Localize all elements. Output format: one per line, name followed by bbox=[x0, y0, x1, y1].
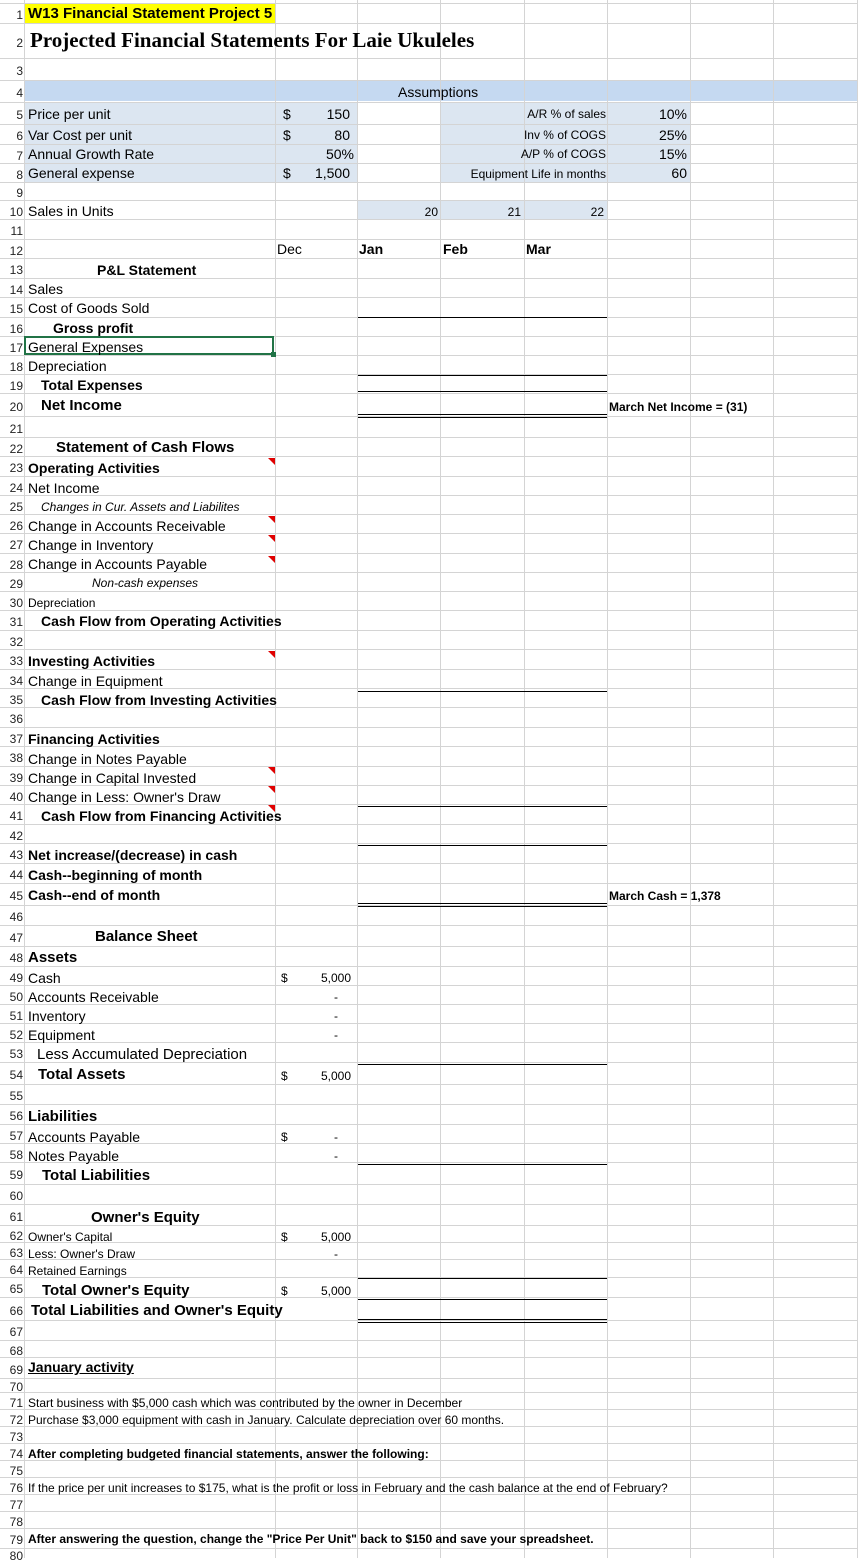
row-number[interactable]: 59 bbox=[9, 1168, 23, 1182]
bs-owners-draw: Less: Owner's Draw bbox=[28, 1247, 135, 1261]
row-number[interactable]: 10 bbox=[9, 205, 23, 219]
row-number[interactable]: 34 bbox=[9, 674, 23, 688]
grid-row-line bbox=[0, 163, 858, 164]
note-line-71: Start business with $5,000 cash which was contributed by the owner in December bbox=[28, 1396, 463, 1410]
row-number[interactable]: 16 bbox=[9, 322, 23, 336]
row-number[interactable]: 54 bbox=[9, 1068, 23, 1082]
comment-indicator[interactable] bbox=[268, 516, 275, 523]
row-number[interactable]: 62 bbox=[9, 1229, 23, 1243]
bs-equipment-value[interactable]: - bbox=[334, 1028, 338, 1042]
cf-operating-total: Cash Flow from Operating Activities bbox=[41, 613, 282, 629]
sales-units-mar[interactable]: 22 bbox=[590, 205, 604, 219]
sheet-title bbox=[28, 6, 272, 21]
grid-row-line bbox=[0, 985, 858, 986]
grid-row-line bbox=[0, 297, 858, 298]
cf-change-ap: Change in Accounts Payable bbox=[28, 556, 208, 572]
grid-row-line bbox=[0, 727, 858, 728]
pl-total-expenses: Total Expenses bbox=[41, 377, 143, 393]
price-label: Price per unit bbox=[28, 106, 111, 122]
row-number[interactable]: 73 bbox=[9, 1430, 23, 1444]
grid-row-line bbox=[0, 258, 858, 259]
row-number[interactable]: 3 bbox=[16, 64, 23, 78]
comment-indicator[interactable] bbox=[268, 786, 275, 793]
march-cash-note: March Cash = 1,378 bbox=[609, 889, 721, 903]
grid-row-line bbox=[0, 1392, 858, 1393]
growth-value[interactable]: 50% bbox=[325, 146, 354, 162]
pl-gross-profit: Gross profit bbox=[53, 320, 134, 336]
row-number[interactable]: 52 bbox=[9, 1028, 23, 1042]
grid-col-line bbox=[275, 0, 276, 1558]
note-line-74: After completing budgeted financial statements, answer the following: bbox=[28, 1447, 429, 1461]
row-number[interactable]: 9 bbox=[16, 186, 23, 200]
row-number[interactable]: 38 bbox=[9, 751, 23, 765]
grid-col-line bbox=[24, 0, 25, 1558]
ar-percent-value[interactable]: 10% bbox=[658, 106, 687, 122]
underline-single bbox=[358, 391, 607, 392]
grid-row-line bbox=[0, 476, 858, 477]
grid-row-line bbox=[0, 863, 858, 864]
ar-percent-label: A/R % of sales bbox=[527, 107, 606, 121]
row-number[interactable]: 11 bbox=[10, 224, 23, 238]
grid-col-line bbox=[607, 0, 608, 1558]
grid-row-line bbox=[0, 669, 858, 670]
bs-ar: Accounts Receivable bbox=[28, 989, 159, 1005]
grid-row-line bbox=[0, 23, 858, 24]
grid-row-line bbox=[0, 1242, 858, 1243]
row-number[interactable]: 53 bbox=[9, 1047, 23, 1061]
comment-indicator[interactable] bbox=[268, 458, 275, 465]
row-number[interactable]: 33 bbox=[9, 654, 23, 668]
bs-capital-currency: $ bbox=[281, 1230, 288, 1244]
sales-units-fill bbox=[358, 200, 608, 219]
bs-draw-value[interactable]: - bbox=[334, 1247, 338, 1261]
pl-sales: Sales bbox=[28, 281, 64, 297]
row-number[interactable]: 41 bbox=[9, 809, 23, 823]
cf-net-change: Net increase/(decrease) in cash bbox=[28, 847, 238, 863]
cf-net-income: Net Income bbox=[28, 480, 100, 496]
grid-row-line bbox=[0, 514, 858, 515]
row-number[interactable]: 36 bbox=[9, 712, 23, 726]
row-number[interactable]: 74 bbox=[9, 1447, 23, 1461]
bs-accumulated-depreciation: Less Accumulated Depreciation bbox=[37, 1046, 248, 1063]
grid-row-line bbox=[0, 1340, 858, 1341]
row-number[interactable]: 67 bbox=[9, 1325, 23, 1339]
row-number[interactable]: 6 bbox=[16, 129, 23, 143]
row-number[interactable]: 28 bbox=[9, 558, 23, 572]
pl-net-income: Net Income bbox=[41, 397, 122, 414]
bs-toe-value[interactable]: 5,000 bbox=[320, 1284, 351, 1298]
underline-single bbox=[358, 1164, 607, 1165]
row-number[interactable]: 20 bbox=[9, 400, 23, 414]
var-cost-value[interactable]: 80 bbox=[334, 127, 350, 143]
row-number[interactable]: 13 bbox=[9, 263, 23, 277]
grid-row-line bbox=[0, 219, 858, 220]
grid-row-line bbox=[0, 1511, 858, 1512]
ap-percent-value[interactable]: 15% bbox=[658, 146, 687, 162]
title-number: 5 bbox=[263, 5, 273, 22]
grid-row-line bbox=[0, 1042, 858, 1043]
row-number[interactable]: 8 bbox=[16, 168, 23, 182]
inv-percent-label: Inv % of COGS bbox=[523, 128, 606, 142]
row-number[interactable]: 35 bbox=[9, 693, 23, 707]
pl-cogs: Cost of Goods Sold bbox=[28, 300, 150, 316]
equipment-life-value[interactable]: 60 bbox=[671, 165, 687, 181]
sales-units-feb[interactable]: 21 bbox=[507, 205, 521, 219]
row-number[interactable]: 31 bbox=[9, 615, 23, 629]
row-number[interactable]: 56 bbox=[9, 1109, 23, 1123]
row-number[interactable]: 32 bbox=[9, 635, 23, 649]
row-number[interactable]: 65 bbox=[9, 1282, 23, 1296]
bs-total-owners-equity: Total Owner's Equity bbox=[42, 1282, 190, 1299]
underline-single bbox=[358, 691, 607, 692]
bs-total-assets-currency: $ bbox=[281, 1069, 288, 1083]
row-number[interactable]: 66 bbox=[9, 1304, 23, 1318]
grid-row-line bbox=[0, 495, 858, 496]
grid-row-line bbox=[0, 1162, 858, 1163]
row-number[interactable]: 78 bbox=[9, 1515, 23, 1529]
grid-row-line bbox=[0, 883, 858, 884]
row-number[interactable]: 24 bbox=[9, 481, 23, 495]
grid-row-line bbox=[0, 437, 858, 438]
cf-operating: Operating Activities bbox=[28, 460, 160, 476]
row-number[interactable]: 12 bbox=[9, 244, 23, 258]
grid-row-line bbox=[0, 553, 858, 554]
cf-investing: Investing Activities bbox=[28, 653, 156, 669]
row-number[interactable]: 43 bbox=[9, 848, 23, 862]
bs-notes-value[interactable]: - bbox=[334, 1149, 338, 1163]
var-cost-currency: $ bbox=[283, 127, 291, 143]
row-number[interactable]: 47 bbox=[9, 931, 23, 945]
row-number[interactable]: 5 bbox=[16, 108, 23, 122]
row-number[interactable]: 22 bbox=[9, 442, 23, 456]
price-value[interactable]: 150 bbox=[326, 106, 350, 122]
cf-change-notes: Change in Notes Payable bbox=[28, 751, 187, 767]
sales-units-label: Sales in Units bbox=[28, 203, 114, 219]
underline-double bbox=[358, 903, 607, 907]
row-number[interactable]: 29 bbox=[9, 577, 23, 591]
equipment-life-label: Equipment Life in months bbox=[470, 167, 606, 181]
note-line-79: After answering the question, change the "Price Per Unit" back to $150 and save your spreadsheet. bbox=[28, 1532, 594, 1546]
pl-depreciation: Depreciation bbox=[28, 358, 107, 374]
row-number[interactable]: 77 bbox=[9, 1498, 23, 1512]
grid-col-line bbox=[690, 0, 691, 1558]
row-number[interactable]: 70 bbox=[9, 1380, 23, 1394]
bs-ar-value[interactable]: - bbox=[334, 990, 338, 1004]
grid-row-line bbox=[0, 58, 858, 59]
grid-col-line bbox=[357, 0, 358, 1558]
general-expense-label: General expense bbox=[28, 165, 135, 181]
general-expense-value[interactable]: 1,500 bbox=[314, 165, 350, 181]
row-number[interactable]: 80 bbox=[9, 1549, 23, 1563]
row-number[interactable]: 79 bbox=[9, 1533, 23, 1547]
grid-row-line bbox=[0, 843, 858, 844]
note-line-72: Purchase $3,000 equipment with cash in January. Calculate depreciation over 60 months. bbox=[28, 1413, 505, 1427]
comment-indicator[interactable] bbox=[268, 805, 275, 812]
bs-total-assets: Total Assets bbox=[38, 1066, 126, 1083]
row-number[interactable]: 19 bbox=[9, 379, 23, 393]
grid-row-line bbox=[0, 355, 858, 356]
grid-row-line bbox=[0, 649, 858, 650]
row-number[interactable]: 51 bbox=[9, 1009, 23, 1023]
row-number[interactable]: 15 bbox=[9, 302, 23, 316]
cf-change-draw: Change in Less: Owner's Draw bbox=[28, 789, 221, 805]
bs-liabilities: Liabilities bbox=[28, 1108, 98, 1125]
grid-row-line bbox=[0, 1378, 858, 1379]
grid-row-line bbox=[0, 1104, 858, 1105]
bs-capital-value[interactable]: 5,000 bbox=[320, 1230, 351, 1244]
cf-change-capital: Change in Capital Invested bbox=[28, 770, 197, 786]
grid-row-line bbox=[0, 1548, 858, 1549]
bs-cash-currency: $ bbox=[281, 971, 288, 985]
grid-row-line bbox=[0, 124, 858, 125]
grid-row-line bbox=[0, 102, 858, 103]
row-number[interactable]: 61 bbox=[9, 1210, 23, 1224]
row-number[interactable]: 45 bbox=[9, 889, 23, 903]
row-number[interactable]: 44 bbox=[9, 868, 23, 882]
grid-row-line bbox=[0, 610, 858, 611]
month-dec: Dec bbox=[277, 241, 302, 257]
underline-single bbox=[358, 845, 607, 846]
row-number[interactable]: 18 bbox=[9, 360, 23, 374]
ap-percent-label: A/P % of COGS bbox=[520, 147, 606, 161]
grid-row-line bbox=[0, 824, 858, 825]
row-number[interactable]: 60 bbox=[9, 1189, 23, 1203]
grid-row-line bbox=[0, 1443, 858, 1444]
grid-row-line bbox=[0, 572, 858, 573]
grid-row-line bbox=[0, 591, 858, 592]
grid-row-line bbox=[0, 1477, 858, 1478]
pl-header: P&L Statement bbox=[97, 262, 197, 278]
row-number[interactable]: 55 bbox=[9, 1089, 23, 1103]
inv-percent-value[interactable]: 25% bbox=[658, 127, 687, 143]
grid-col-line bbox=[773, 0, 774, 1558]
month-feb: Feb bbox=[443, 241, 468, 257]
grid-row-line bbox=[0, 1184, 858, 1185]
cf-depreciation: Depreciation bbox=[28, 596, 96, 610]
row-number[interactable]: 76 bbox=[9, 1481, 23, 1495]
grid-row-line bbox=[0, 144, 858, 145]
row-number[interactable]: 23 bbox=[9, 461, 23, 475]
row-number[interactable]: 49 bbox=[9, 971, 23, 985]
cf-header: Statement of Cash Flows bbox=[56, 439, 235, 456]
grid-row-line bbox=[0, 946, 858, 947]
title-text: W13 Financial Statement Project bbox=[28, 5, 260, 22]
bs-owners-equity-header: Owner's Equity bbox=[91, 1209, 200, 1226]
row-number[interactable]: 72 bbox=[9, 1413, 23, 1427]
cf-investing-total: Cash Flow from Investing Activities bbox=[41, 692, 277, 708]
cf-noncash-header: Non-cash expenses bbox=[92, 576, 199, 590]
grid-col-line bbox=[440, 0, 441, 1558]
cf-change-equipment: Change in Equipment bbox=[28, 673, 163, 689]
row-number[interactable]: 27 bbox=[9, 538, 23, 552]
row-number[interactable]: 50 bbox=[9, 990, 23, 1004]
bs-ap-currency: $ bbox=[281, 1130, 288, 1144]
grid-row-line bbox=[0, 1528, 858, 1529]
underline-single bbox=[358, 1278, 607, 1279]
bs-owners-capital: Owner's Capital bbox=[28, 1230, 113, 1244]
grid-row-line bbox=[0, 239, 858, 240]
general-expense-currency: $ bbox=[283, 165, 291, 181]
grid-col-line bbox=[524, 0, 525, 1558]
underline-single bbox=[358, 375, 607, 376]
comment-indicator[interactable] bbox=[268, 767, 275, 774]
page-title: Projected Financial Statements For Laie Ukuleles bbox=[30, 28, 475, 52]
selected-cell-handle[interactable] bbox=[271, 352, 276, 357]
row-number[interactable]: 7 bbox=[16, 149, 23, 163]
assumptions-header: Assumptions bbox=[398, 84, 479, 100]
grid-row-line bbox=[0, 1023, 858, 1024]
bs-cash-value[interactable]: 5,000 bbox=[320, 971, 351, 985]
cf-cash-begin: Cash--beginning of month bbox=[28, 867, 203, 883]
row-number[interactable]: 17 bbox=[9, 341, 23, 355]
bs-total-liab-equity: Total Liabilities and Owner's Equity bbox=[31, 1302, 283, 1319]
row-number[interactable]: 39 bbox=[9, 771, 23, 785]
cf-financing-total: Cash Flow from Financing Activities bbox=[41, 808, 282, 824]
underline-double bbox=[358, 414, 607, 418]
comment-indicator[interactable] bbox=[268, 651, 275, 658]
cf-cash-end: Cash--end of month bbox=[28, 887, 161, 903]
row-number[interactable]: 63 bbox=[9, 1246, 23, 1260]
price-currency: $ bbox=[283, 106, 291, 122]
note-line-76: If the price per unit increases to $175, what is the profit or loss in February and the cash balance at the end of February? bbox=[28, 1481, 668, 1495]
grid-row-line bbox=[0, 925, 858, 926]
row-number[interactable]: 4 bbox=[16, 86, 23, 100]
row-number[interactable]: 71 bbox=[9, 1396, 23, 1410]
bs-inventory-value[interactable]: - bbox=[334, 1009, 338, 1023]
row-number[interactable]: 26 bbox=[9, 519, 23, 533]
sales-units-jan[interactable]: 20 bbox=[424, 205, 438, 219]
row-number[interactable]: 30 bbox=[9, 596, 23, 610]
bs-cash: Cash bbox=[28, 970, 61, 986]
grid-row-line bbox=[0, 182, 858, 183]
growth-label: Annual Growth Rate bbox=[28, 146, 155, 162]
row-number[interactable]: 2 bbox=[16, 36, 23, 50]
grid-row-line bbox=[0, 456, 858, 457]
cf-change-inventory: Change in Inventory bbox=[28, 537, 154, 553]
bs-equipment: Equipment bbox=[28, 1027, 95, 1043]
grid-row-line bbox=[0, 966, 858, 967]
pl-general-expenses: General Expenses bbox=[28, 339, 144, 355]
row-number[interactable]: 37 bbox=[9, 732, 23, 746]
grid-row-line bbox=[0, 3, 858, 4]
march-net-income-note: March Net Income = (31) bbox=[609, 400, 748, 414]
grid-row-line bbox=[0, 1357, 858, 1358]
grid-row-line bbox=[0, 200, 858, 201]
grid-row-line bbox=[0, 278, 858, 279]
grid-row-line bbox=[0, 1084, 858, 1085]
row-number[interactable]: 64 bbox=[9, 1263, 23, 1277]
row-number[interactable]: 14 bbox=[9, 283, 23, 297]
underline-single bbox=[358, 806, 607, 807]
var-cost-label: Var Cost per unit bbox=[28, 127, 133, 143]
row-number[interactable]: 21 bbox=[9, 422, 23, 436]
row-number[interactable]: 48 bbox=[9, 951, 23, 965]
underline-single bbox=[358, 317, 607, 318]
bs-retained-earnings: Retained Earnings bbox=[28, 1264, 127, 1278]
row-number[interactable]: 69 bbox=[9, 1363, 23, 1377]
row-number[interactable]: 42 bbox=[9, 829, 23, 843]
bs-ap: Accounts Payable bbox=[28, 1129, 141, 1145]
january-activity: January activity bbox=[28, 1359, 134, 1375]
bs-total-assets-value[interactable]: 5,000 bbox=[320, 1069, 351, 1083]
bs-assets: Assets bbox=[28, 949, 78, 966]
comment-indicator[interactable] bbox=[268, 556, 275, 563]
bs-ap-value[interactable]: - bbox=[334, 1130, 338, 1144]
month-jan: Jan bbox=[359, 241, 384, 257]
cf-financing: Financing Activities bbox=[28, 731, 160, 747]
cf-change-ar: Change in Accounts Receivable bbox=[28, 518, 226, 534]
grid-row-line bbox=[0, 1204, 858, 1205]
underline-single bbox=[358, 1299, 607, 1300]
grid-row-line bbox=[0, 630, 858, 631]
grid-row-line bbox=[0, 393, 858, 394]
row-number[interactable]: 40 bbox=[9, 790, 23, 804]
underline-double bbox=[358, 1319, 607, 1323]
grid-row-line bbox=[0, 80, 858, 81]
cf-changes-header: Changes in Cur. Assets and Liabilites bbox=[41, 500, 240, 514]
bs-total-liabilities: Total Liabilities bbox=[42, 1167, 151, 1184]
row-number[interactable]: 1 bbox=[16, 8, 23, 22]
bs-notes-payable: Notes Payable bbox=[28, 1148, 120, 1164]
month-mar: Mar bbox=[526, 241, 551, 257]
row-number[interactable]: 68 bbox=[9, 1344, 23, 1358]
grid-row-line bbox=[0, 1124, 858, 1125]
bs-header: Balance Sheet bbox=[95, 928, 198, 945]
row-number[interactable]: 25 bbox=[9, 500, 23, 514]
row-number[interactable]: 75 bbox=[9, 1464, 23, 1478]
comment-indicator[interactable] bbox=[268, 535, 275, 542]
row-number[interactable]: 57 bbox=[9, 1129, 23, 1143]
underline-single bbox=[358, 1064, 607, 1065]
row-number[interactable]: 58 bbox=[9, 1148, 23, 1162]
bs-toe-currency: $ bbox=[281, 1284, 288, 1298]
row-number[interactable]: 46 bbox=[9, 910, 23, 924]
bs-inventory: Inventory bbox=[28, 1008, 86, 1024]
